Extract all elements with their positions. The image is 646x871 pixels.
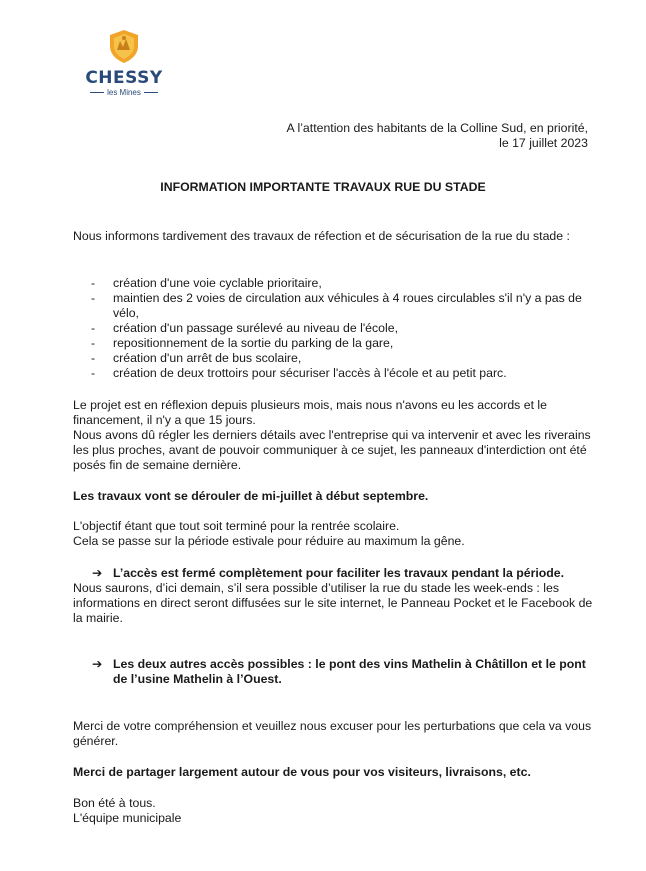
objective-text-2: Cela se passe sur la période estivale pour réduire au maximum la gêne. — [73, 534, 465, 548]
alternatives-text: Les deux autres accès possibles : le pont des vins Mathelin à Châtillon et le pont de l’usine Mathelin à l’Ouest. — [113, 657, 586, 686]
signoff-block — [73, 796, 593, 826]
closure-notice — [73, 566, 593, 581]
intro-paragraph — [73, 229, 593, 244]
arrow-right-icon: ➔ — [92, 657, 103, 671]
recipient-block — [287, 121, 588, 151]
list-item: - création d'une voie cyclable prioritaire, — [73, 276, 593, 291]
signoff-greeting: Bon été à tous. — [73, 796, 156, 810]
logo-subtitle: les Mines — [84, 88, 164, 98]
recipient-line: A l’attention des habitants de la Colline Sud, en priorité, — [286, 121, 588, 135]
list-item: - création d'un passage surélevé au niveau de l'école, — [73, 321, 593, 336]
schedule-paragraph: Les travaux vont se dérouler de mi-juillet à début septembre. — [73, 489, 429, 503]
share-paragraph: Merci de partager largement autour de vous pour vos visiteurs, livraisons, etc. — [73, 765, 531, 779]
works-list — [73, 276, 593, 381]
list-item: - création de deux trottoirs pour sécuriser l'accès à l'école et au petit parc. — [73, 366, 593, 381]
list-item: - repositionnement de la sortie du parking de la gare, — [73, 336, 593, 351]
logo-name: CHESSY — [85, 68, 163, 88]
project-paragraph — [73, 398, 593, 473]
shield-crest-icon — [104, 26, 144, 66]
objective-text-1: L'objectif étant que tout soit terminé pour la rentrée scolaire. — [73, 519, 400, 533]
letter-date: le 17 juillet 2023 — [499, 136, 588, 150]
objective-paragraph — [73, 519, 593, 549]
alternatives-block — [73, 657, 593, 687]
arrow-right-icon: ➔ — [92, 566, 103, 580]
alternatives-notice — [73, 657, 593, 687]
weekend-text: Nous saurons, d’ici demain, s’il sera possible d’utiliser la rue du stade les week-ends : les informations en direct seront diffusées sur le site internet, le Panneau Pocket et le Facebook de la mairie. — [73, 581, 593, 625]
closure-text: L’accès est fermé complètement pour faciliter les travaux pendant la période. — [113, 566, 565, 580]
thanks-paragraph: Merci de votre compréhension et veuillez nous excuser pour les perturbations que cela va vous générer. — [73, 719, 592, 748]
works-list-block — [73, 276, 593, 381]
list-item: - création d'un arrêt de bus scolaire, — [73, 351, 593, 366]
closure-block — [73, 566, 593, 626]
signoff-signature: L'équipe municipale — [73, 811, 182, 825]
municipal-logo — [84, 26, 164, 98]
project-text-2: Nous avons dû régler les derniers détails avec l'entreprise qui va intervenir et avec les riverains les plus proches, avant de pouvoir communiquer à ce sujet, les panneaux d'interdiction ont été posés fin de semaine dernière. — [73, 428, 591, 472]
project-text-1: Le projet est en réflexion depuis plusieurs mois, mais nous n'avons eu les accords et le financement, il n'y a que 15 jours. — [73, 398, 547, 427]
intro-text: Nous informons tardivement des travaux de réfection et de sécurisation de la rue du stade : — [73, 229, 570, 243]
letter-title: INFORMATION IMPORTANTE TRAVAUX RUE DU STADE — [160, 180, 486, 194]
list-item: - maintien des 2 voies de circulation aux véhicules à 4 roues circulables s'il n'y a pas de vélo, — [73, 291, 593, 321]
